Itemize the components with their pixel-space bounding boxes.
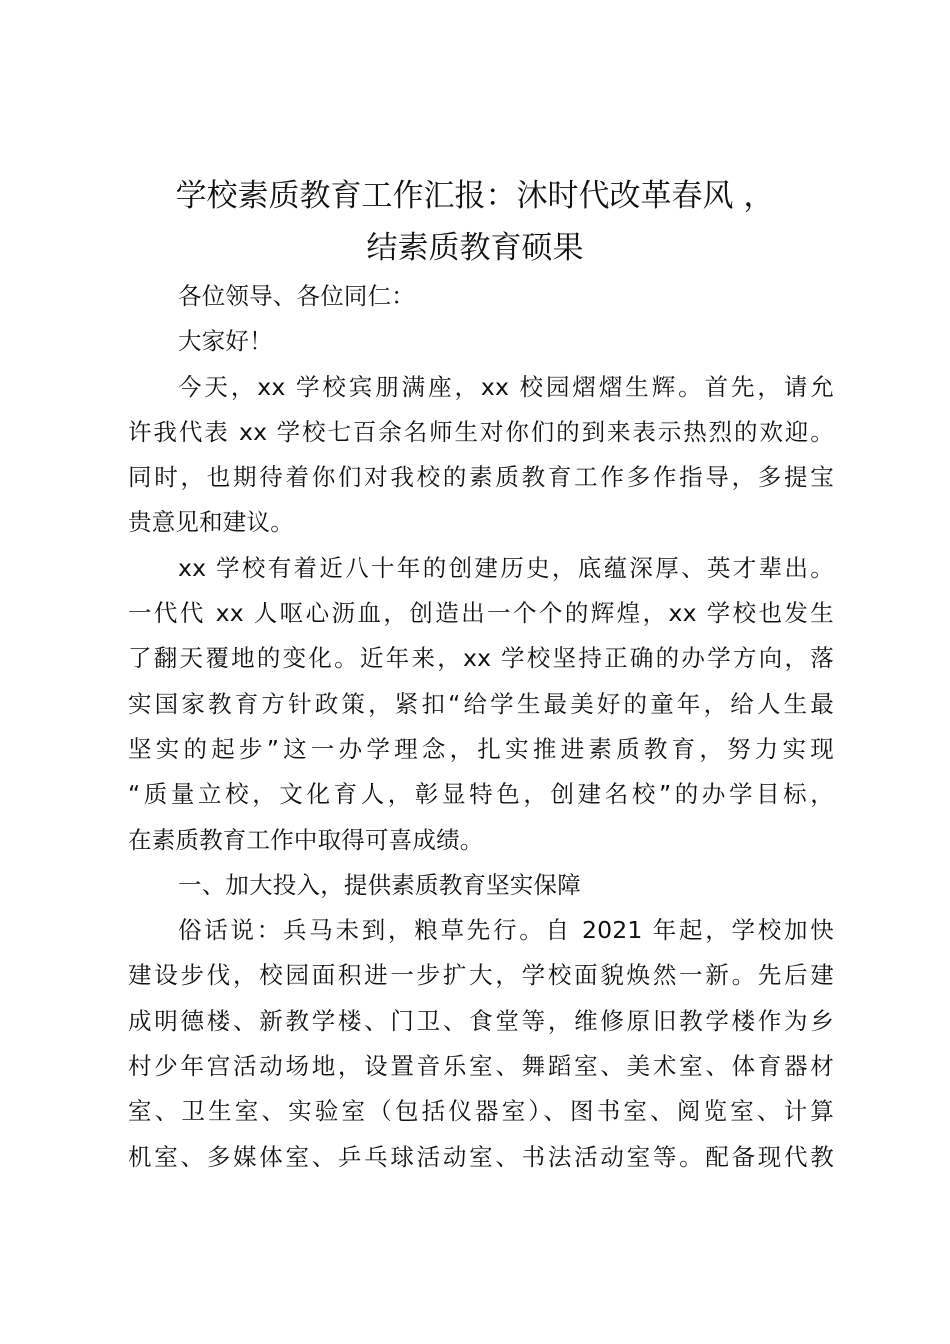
paragraph-3-line: 成明德楼、新教学楼、门卫、食堂等，维修原旧教学楼作为乡 (128, 1006, 834, 1035)
paragraph-3-line: 俗话说：兵马未到，粮草先行。自 2021 年起，学校加快 (178, 916, 834, 945)
paragraph-2-line: 实国家教育方针政策，紧扣“给学生最美好的童年，给人生最 (128, 689, 834, 718)
paragraph-1-line: 今天，xx 学校宾朋满座，xx 校园熠熠生辉。首先，请允 (178, 372, 834, 401)
paragraph-3-line: 建设步伐，校园面积进一步扩大，学校面貌焕然一新。先后建 (128, 961, 834, 990)
document-title (100, 170, 850, 274)
paragraph-2-line: 坚实的起步”这一办学理念，扎实推进素质教育，努力实现 (128, 734, 834, 763)
paragraph-3-line: 村少年宫活动场地，设置音乐室、舞蹈室、美术室、体育器材 (128, 1052, 834, 1081)
paragraph-2-line: 了翻天覆地的变化。近年来，xx 学校坚持正确的办学方向，落 (128, 644, 834, 673)
paragraph-1-line: 同时，也期待着你们对我校的素质教育工作多作指导，多提宝 (128, 463, 834, 492)
paragraph-1-line: 贵意见和建议。 (128, 508, 294, 537)
paragraph-2-line: 在素质教育工作中取得可喜成绩。 (128, 825, 484, 854)
title-line-2: 结素质教育硕果 (366, 230, 584, 266)
paragraph-1-line: 许我代表 xx 学校七百余名师生对你们的到来表示热烈的欢迎。 (128, 417, 834, 446)
greeting: 大家好！ (178, 327, 273, 356)
paragraph-2-line: “质量立校，文化育人，彰显特色，创建名校”的办学目标， (128, 780, 834, 809)
title-line-1: 学校素质教育工作汇报：沐时代改革春风 ， (175, 178, 775, 214)
paragraph-2-line: xx 学校有着近八十年的创建历史，底蕴深厚、英才辈出。 (178, 553, 834, 582)
salutation: 各位领导、各位同仁： (178, 282, 415, 310)
paragraph-3-line: 室、卫生室、实验室（包括仪器室）、图书室、阅览室、计算 (128, 1097, 834, 1126)
paragraph-3-line: 机室、多媒体室、乒乓球活动室、书法活动室等。配备现代教 (128, 1142, 834, 1171)
document-body (128, 274, 834, 1180)
section-heading: 一、加大投入，提供素质教育坚实保障 (178, 870, 581, 899)
paragraph-2-line: 一代代 xx 人呕心沥血，创造出一个个的辉煌，xx 学校也发生 (128, 599, 834, 628)
